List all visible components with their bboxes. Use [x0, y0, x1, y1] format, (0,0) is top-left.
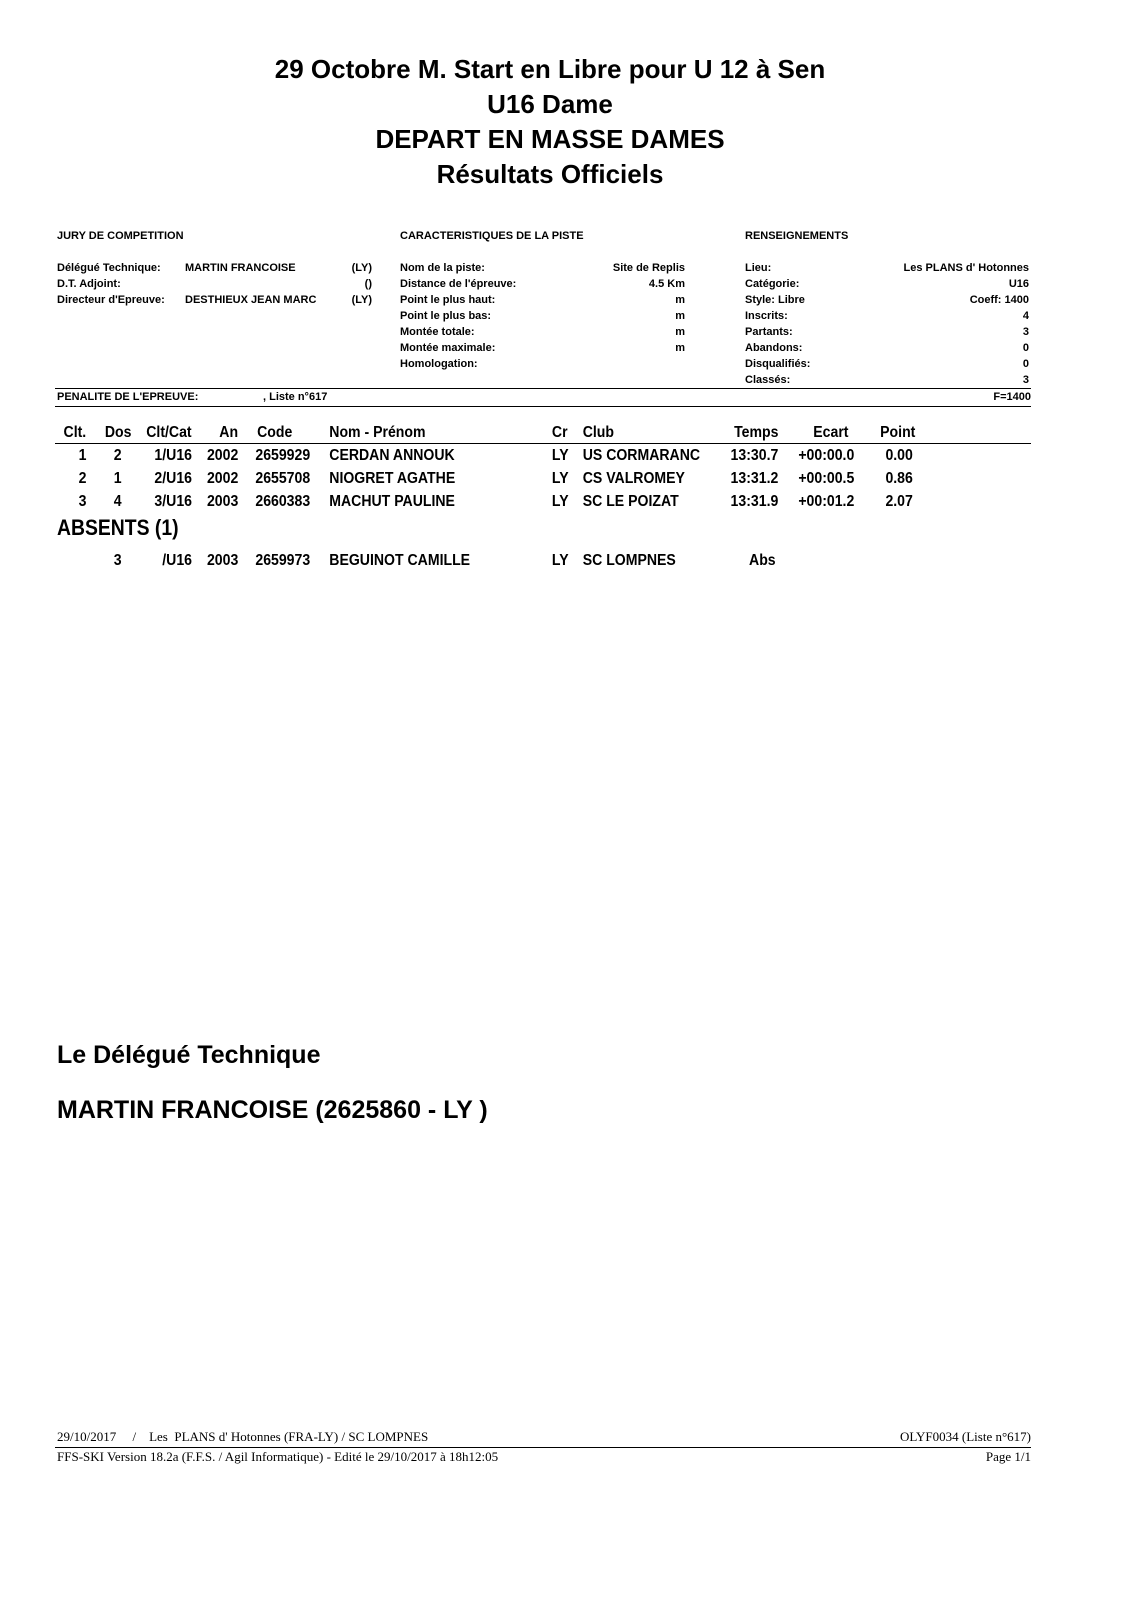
- jury-code: (LY): [351, 294, 372, 306]
- info-row: [745, 340, 1029, 356]
- jury-row: [57, 260, 372, 276]
- penalty-f: F=1400: [993, 391, 1031, 403]
- piste-value: Site de Replis: [612, 262, 685, 274]
- signature-title: Le Délégué Technique: [57, 1041, 321, 1069]
- cell-cr: LY: [551, 470, 569, 487]
- cell-clt: 2: [78, 470, 87, 487]
- info-row: [745, 276, 1029, 292]
- piste-row: [400, 308, 685, 324]
- cell-dos: 3: [113, 552, 122, 569]
- table-row: [60, 490, 1028, 513]
- cell-club: CS VALROMEY: [582, 470, 685, 487]
- footer-left-1: 29/10/2017 / Les PLANS d' Hotonnes (FRA-LY) / SC LOMPNES: [57, 1429, 429, 1444]
- cell-name: NIOGRET AGATHE: [329, 470, 456, 487]
- cell-ecart: +00:00.0: [798, 447, 855, 464]
- footer-right-2: Page 1/1: [985, 1449, 1031, 1464]
- cell-clt: 3: [78, 493, 87, 510]
- piste-value: 4.5 Km: [648, 278, 685, 290]
- piste-label: Montée maximale:: [400, 342, 496, 354]
- info-value: 0: [1022, 358, 1029, 370]
- table-row: [60, 444, 1028, 467]
- piste-row: [400, 276, 685, 292]
- info-label: Lieu:: [745, 262, 772, 274]
- jury-label: Directeur d'Epreuve:: [57, 294, 165, 306]
- cell-temps: Abs: [749, 552, 776, 569]
- jury-label: Délégué Technique:: [57, 262, 161, 274]
- cell-cr: LY: [551, 447, 569, 464]
- info-value: U16: [1008, 278, 1029, 290]
- table-row: [60, 467, 1028, 490]
- jury-row: [57, 276, 372, 292]
- cell-an: 2002: [206, 447, 239, 464]
- jury-name: MARTIN FRANCOISE: [185, 262, 296, 274]
- table-row: [60, 549, 1028, 572]
- cell-name: BEGUINOT CAMILLE: [329, 552, 471, 569]
- cell-an: 2003: [206, 493, 239, 510]
- info-value: Les PLANS d' Hotonnes: [903, 262, 1029, 274]
- title-line-2: U16 Dame: [487, 89, 613, 119]
- piste-row: [400, 292, 685, 308]
- title-line-4: Résultats Officiels: [436, 159, 664, 189]
- piste-heading: CARACTERISTIQUES DE LA PISTE: [400, 230, 584, 242]
- info-value: 0: [1022, 342, 1029, 354]
- cell-ecart: +00:00.5: [798, 470, 855, 487]
- cell-code: 2660383: [255, 493, 311, 510]
- penalty-label: PENALITE DE L'EPREUVE:: [57, 391, 199, 403]
- piste-value: m: [675, 294, 685, 306]
- info-label: Style: Libre: [745, 294, 805, 306]
- cell-code: 2659973: [255, 552, 311, 569]
- col-cltcat: Clt/Cat: [146, 424, 192, 441]
- divider-top: [55, 388, 1031, 389]
- piste-label: Homologation:: [400, 358, 478, 370]
- cell-cltcat: /U16: [162, 552, 192, 569]
- col-cr: Cr: [551, 424, 568, 441]
- cell-an: 2003: [206, 552, 239, 569]
- col-name: Nom - Prénom: [329, 424, 426, 441]
- cell-name: CERDAN ANNOUK: [329, 447, 455, 464]
- penalty-list: , Liste n°617: [263, 391, 328, 403]
- jury-name: DESTHIEUX JEAN MARC: [185, 294, 317, 306]
- piste-value: m: [675, 310, 685, 322]
- cell-code: 2659929: [255, 447, 311, 464]
- info-value: 4: [1022, 310, 1029, 322]
- divider-penalty: [55, 406, 1031, 407]
- cell-cr: LY: [551, 552, 569, 569]
- cell-point: 2.07: [885, 493, 913, 510]
- col-code: Code: [257, 424, 293, 441]
- piste-label: Distance de l'épreuve:: [400, 278, 517, 290]
- piste-value: m: [675, 342, 685, 354]
- piste-label: Point le plus haut:: [400, 294, 496, 306]
- cell-temps: 13:31.9: [730, 493, 779, 510]
- cell-dos: 1: [113, 470, 122, 487]
- cell-code: 2655708: [255, 470, 311, 487]
- col-point: Point: [880, 424, 916, 441]
- cell-ecart: +00:01.2: [798, 493, 855, 510]
- col-temps: Temps: [734, 424, 779, 441]
- col-club: Club: [582, 424, 615, 441]
- jury-row: [57, 292, 372, 308]
- piste-section: [400, 260, 685, 372]
- col-clt: Clt.: [63, 424, 87, 441]
- cell-club: SC LOMPNES: [582, 552, 676, 569]
- info-label: Abandons:: [745, 342, 803, 354]
- info-row: [745, 260, 1029, 276]
- cell-temps: 13:31.2: [730, 470, 779, 487]
- info-row: [745, 356, 1029, 372]
- cell-dos: 4: [113, 493, 122, 510]
- cell-club: US CORMARANC: [582, 447, 701, 464]
- cell-cltcat: 3/U16: [154, 493, 192, 510]
- info-value: 3: [1022, 374, 1029, 386]
- info-label: Disqualifiés:: [745, 358, 811, 370]
- title-line-1: 29 Octobre M. Start en Libre pour U 12 à Sen: [274, 54, 826, 84]
- cell-clt: 1: [78, 447, 87, 464]
- info-row: [745, 324, 1029, 340]
- info-section: [745, 260, 1029, 388]
- piste-label: Point le plus bas:: [400, 310, 492, 322]
- piste-value: m: [675, 326, 685, 338]
- info-label: Catégorie:: [745, 278, 800, 290]
- info-label: Inscrits:: [745, 310, 788, 322]
- jury-heading: JURY DE COMPETITION: [57, 230, 184, 242]
- jury-label: D.T. Adjoint:: [57, 278, 121, 290]
- footer-left-2: FFS-SKI Version 18.2a (F.F.S. / Agil Informatique) - Edité le 29/10/2017 à 18h12:05: [57, 1449, 499, 1464]
- cell-point: 0.86: [885, 470, 913, 487]
- cell-cltcat: 1/U16: [154, 447, 192, 464]
- col-dos: Dos: [104, 424, 132, 441]
- info-row: [745, 372, 1029, 388]
- jury-code: (): [364, 278, 372, 290]
- info-value: Coeff: 1400: [969, 294, 1029, 306]
- cell-club: SC LE POIZAT: [582, 493, 679, 510]
- cell-cltcat: 2/U16: [154, 470, 192, 487]
- info-row: [745, 292, 1029, 308]
- info-label: Classés:: [745, 374, 791, 386]
- footer-right-1: OLYF0034 (Liste n°617): [900, 1429, 1031, 1444]
- piste-row: [400, 260, 685, 276]
- piste-row: [400, 356, 685, 372]
- piste-label: Montée totale:: [400, 326, 475, 338]
- piste-label: Nom de la piste:: [400, 262, 485, 274]
- signature-name: MARTIN FRANCOISE (2625860 - LY ): [57, 1096, 488, 1124]
- jury-code: (LY): [351, 262, 372, 274]
- cell-cr: LY: [551, 493, 569, 510]
- piste-row: [400, 340, 685, 356]
- results-header: [60, 421, 1028, 444]
- info-heading: RENSEIGNEMENTS: [745, 230, 849, 242]
- footer-divider: [55, 1447, 1031, 1448]
- cell-an: 2002: [206, 470, 239, 487]
- absents-heading: ABSENTS (1): [57, 515, 179, 540]
- col-ecart: Ecart: [813, 424, 849, 441]
- cell-point: 0.00: [885, 447, 913, 464]
- cell-dos: 2: [113, 447, 122, 464]
- cell-name: MACHUT PAULINE: [329, 493, 455, 510]
- info-value: 3: [1022, 326, 1029, 338]
- jury-section: [57, 260, 372, 308]
- info-label: Partants:: [745, 326, 793, 338]
- info-row: [745, 308, 1029, 324]
- title-line-3: DEPART EN MASSE DAMES: [375, 124, 725, 154]
- piste-row: [400, 324, 685, 340]
- col-an: An: [219, 424, 239, 441]
- cell-temps: 13:30.7: [730, 447, 779, 464]
